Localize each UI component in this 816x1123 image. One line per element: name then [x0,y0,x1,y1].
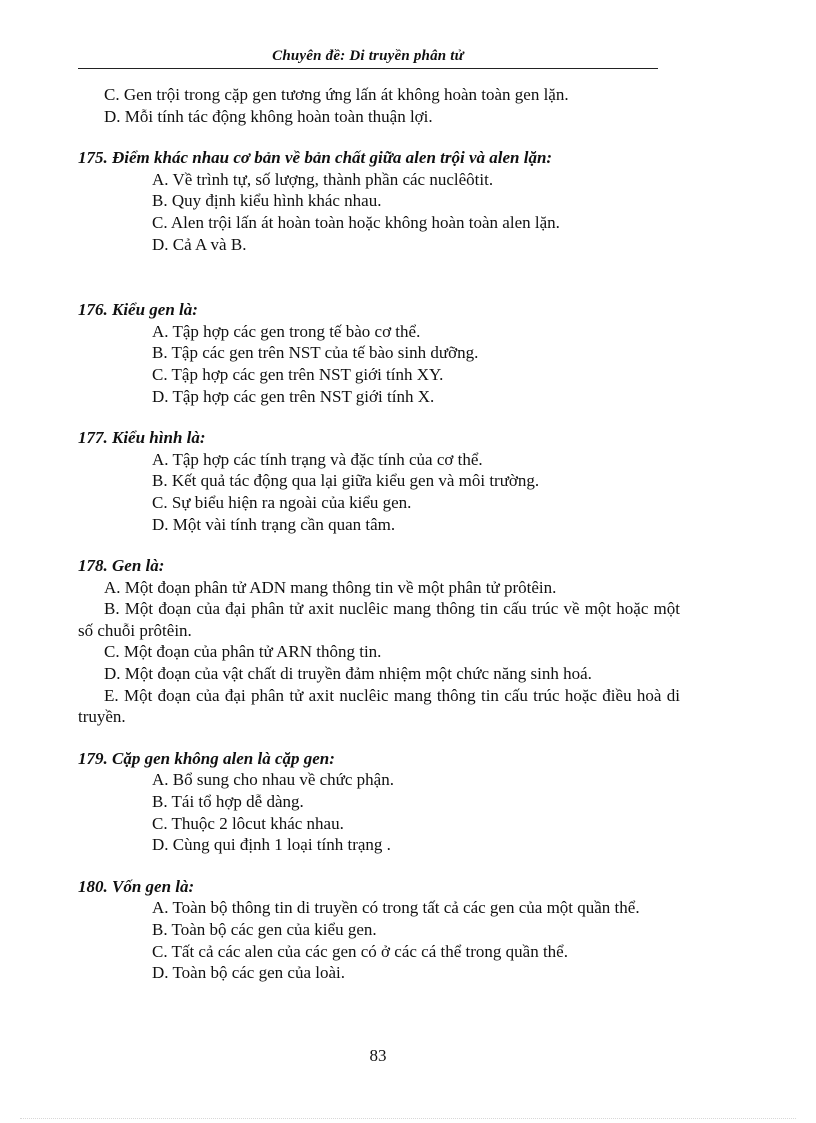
question-180 [78,876,680,984]
option-a: A. Tập hợp các gen trong tế bào cơ thể. [152,321,421,341]
option-a: A. Một đoạn phân tử ADN mang thông tin về một phân tử prôtêin. [104,577,557,597]
page-content [78,84,680,984]
option-c: C. Tập hợp các gen trên NST giới tính XY. [152,364,444,384]
question-176 [78,299,680,407]
option-b: B. Quy định kiểu hình khác nhau. [152,191,382,211]
option-a: A. Tập hợp các tính trạng và đặc tính của cơ thể. [152,449,483,469]
option-b: B. Kết quả tác động qua lại giữa kiểu gen và môi trường. [152,471,540,491]
header-rule [78,68,658,69]
option-d: D. Cả A và B. [152,234,247,254]
question-title: 177. Kiểu hình là: [78,428,206,448]
question-178 [78,555,680,728]
option-a: A. Toàn bộ thông tin di truyền có trong tất cả các gen của một quần thể. [152,898,640,918]
bottom-divider [20,1118,796,1119]
carryover-option-d: D. Mỗi tính tác động không hoàn toàn thuận lợi. [104,106,433,126]
option-e: E. Một đoạn của đại phân tử axit nuclêic mang thông tin cấu trúc hoặc điều hoà di truyền. [78,685,680,727]
option-c: C. Sự biểu hiện ra ngoài của kiểu gen. [152,492,412,512]
question-title: 180. Vốn gen là: [78,876,195,896]
option-d: D. Cùng qui định 1 loại tính trạng . [152,835,391,855]
question-177 [78,427,680,535]
option-c: C. Tất cả các alen của các gen có ở các cá thể trong quần thể. [152,941,568,961]
option-b: B. Tái tổ hợp dễ dàng. [152,792,304,812]
option-c: C. Thuộc 2 lôcut khác nhau. [152,813,344,833]
option-c: C. Một đoạn của phân tử ARN thông tin. [104,642,382,662]
option-d: D. Toàn bộ các gen của loài. [152,963,345,983]
option-c: C. Alen trội lấn át hoàn toàn hoặc không hoàn toàn alen lặn. [152,212,560,232]
option-a: A. Bổ sung cho nhau về chức phận. [152,770,394,790]
option-b: B. Tập các gen trên NST của tế bào sinh dưỡng. [152,343,479,363]
option-d: D. Một đoạn của vật chất di truyền đảm nhiệm một chức năng sinh hoá. [104,664,592,684]
question-title: 178. Gen là: [78,556,165,576]
running-header: Chuyên đề: Di truyền phân tử [272,48,464,64]
question-title: 179. Cặp gen không alen là cặp gen: [78,748,335,768]
option-b: B. Toàn bộ các gen của kiểu gen. [152,920,377,939]
option-a: A. Về trình tự, số lượng, thành phần các nuclêôtit. [152,169,494,189]
carryover-option-c: C. Gen trội trong cặp gen tương ứng lấn át không hoàn toàn gen lặn. [104,85,569,104]
option-b: B. Một đoạn của đại phân tử axit nuclêic mang thông tin cấu trúc về một hoặc một số chuỗi prôtêin. [78,599,680,640]
page-number: 83 [369,1046,387,1065]
question-title: 176. Kiểu gen là: [78,300,198,320]
option-d: D. Một vài tính trạng cần quan tâm. [152,514,396,534]
question-175 [78,147,680,255]
option-d: D. Tập hợp các gen trên NST giới tính X. [152,386,435,406]
question-179 [78,748,680,856]
question-title: 175. Điểm khác nhau cơ bản về bản chất giữa alen trội và alen lặn: [78,148,553,168]
